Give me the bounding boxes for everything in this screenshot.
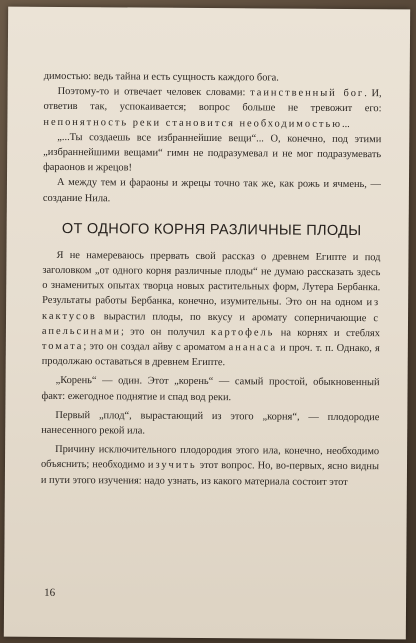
paragraph: А между тем и фараоны и жрецы точно так же, как рожь и ячмень, — создание Нила.	[42, 177, 382, 204]
spaced-emphasis: таинственный бог	[250, 87, 365, 100]
paragraph: „...Ты создаешь все избраннейшие вещи“... О, конечно, под этими „избраннейшими вещами“ гимн не подразумевал и не мог подразумевать фараонов и жрецов!	[43, 131, 382, 174]
paragraph: „Корень“ — один. Этот „корень“ — самый простой, обыкновенный факт: ежегодное поднятие и спад вод реки.	[41, 375, 380, 403]
spaced-emphasis: непонятность реки становится необходимостью	[43, 116, 343, 130]
spaced-emphasis: томата	[41, 340, 84, 353]
paragraph: Поэтому-то и отвечает человек словами: таинственный бог. И, ответив так, успокаивается; вопрос больше не тревожит его: непонятность реки становится необходимостью...	[43, 86, 382, 130]
spaced-emphasis: из кактусов	[42, 297, 381, 322]
section-heading: ОТ ОДНОГО КОРНЯ РАЗЛИЧНЫЕ ПЛОДЫ	[61, 220, 362, 239]
paragraph: Первый „плод“, вырастающий из этого „корня“, — плодородие нанесенного рекой ила.	[41, 409, 380, 437]
spaced-emphasis: ананаса	[228, 342, 278, 354]
page-body	[41, 69, 382, 490]
spaced-emphasis: изучить	[147, 460, 197, 472]
paragraph: Я не намереваюсь прервать свой рассказ о древнем Египте и под заголовком „от одного корня различные плоды“ не думаю рассказать здесь о знаменитых опытах творца новых растительных форм, Лутера Бербанка. Результаты работы Бербанка, конечно, изумительны. Это он на одном из кактусов вырастил плоды, по вкусу и аромату соперничающие с апельсинами; это он получил картофель на корнях и стеблях томата; это он создал айву с ароматом ананаса и проч. т. п. Однако, я продолжаю оставаться в древнем Египте.	[41, 249, 381, 369]
paragraph-continuation: димостью: ведь тайна и есть сущность каждого бога.	[43, 70, 279, 84]
paragraph: Причину исключительного плодородия этого ила, конечно, необходимо объяснить; необходимо изучить этот вопрос. Но, во-первых, ясно видны и пути этого изучения: надо узнать, из какого материала состоит этот	[40, 444, 380, 488]
page-number: 16	[44, 586, 56, 599]
spaced-emphasis: картофель	[210, 326, 275, 339]
spaced-emphasis: с апельсинами	[41, 312, 381, 338]
book-page	[4, 7, 410, 640]
